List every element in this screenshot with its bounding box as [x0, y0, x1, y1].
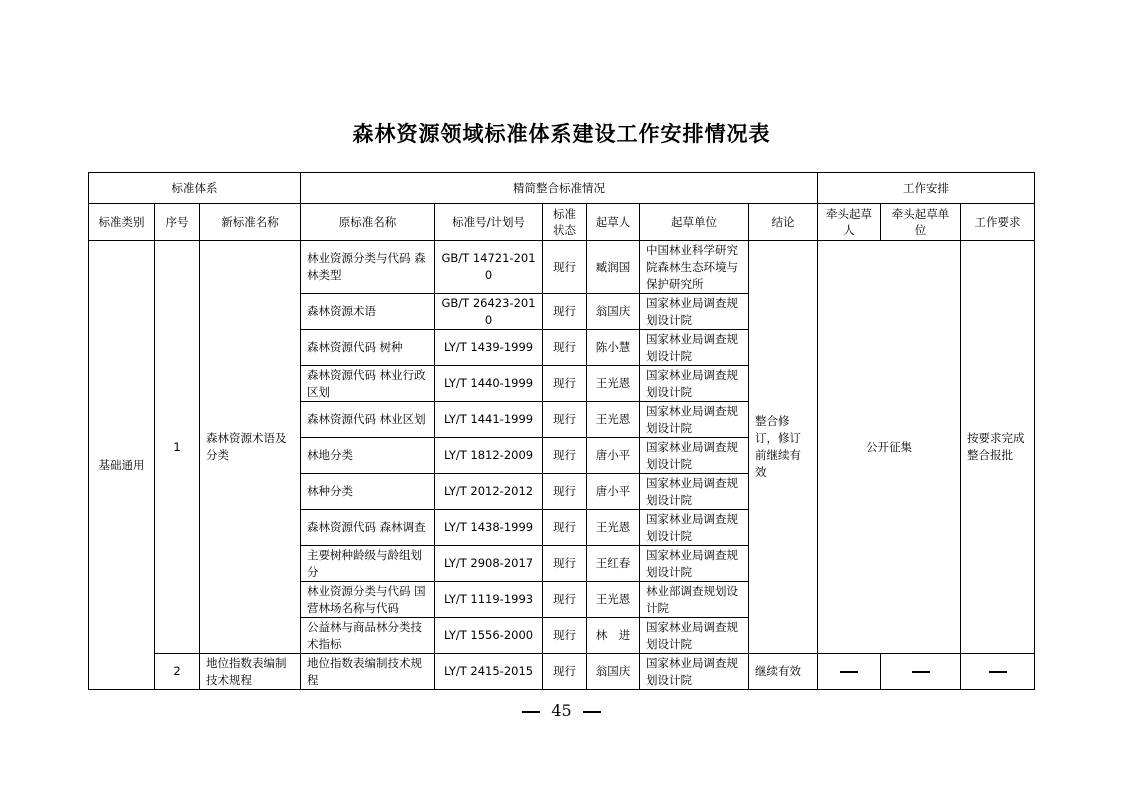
orig-name-cell: 林地分类 — [301, 438, 435, 474]
orig-name-cell: 主要树种龄级与龄组划分 — [301, 546, 435, 582]
status-cell: 现行 — [543, 330, 587, 366]
col-header-status: 标准状态 — [543, 204, 587, 241]
unit-cell: 国家林业局调查规划设计院 — [640, 294, 749, 330]
status-cell: 现行 — [543, 582, 587, 618]
em-dash-mark — [840, 671, 858, 673]
code-cell: LY/T 2908-2017 — [435, 546, 543, 582]
group-header-row — [89, 173, 1035, 204]
unit-cell: 国家林业局调查规划设计院 — [640, 402, 749, 438]
table-row — [89, 241, 1035, 294]
unit-cell: 国家林业局调查规划设计院 — [640, 438, 749, 474]
seq-cell: 2 — [155, 654, 200, 690]
code-cell: LY/T 1812-2009 — [435, 438, 543, 474]
group-header-consolidation: 精简整合标准情况 — [301, 173, 818, 204]
drafter-cell: 王光恩 — [587, 366, 640, 402]
seq-cell: 1 — [155, 241, 200, 654]
orig-name-cell: 林种分类 — [301, 474, 435, 510]
new-name-cell: 地位指数表编制技术规程 — [200, 654, 301, 690]
code-cell: LY/T 1119-1993 — [435, 582, 543, 618]
status-cell: 现行 — [543, 241, 587, 294]
requirement-cell: 按要求完成整合报批 — [961, 241, 1035, 654]
status-cell: 现行 — [543, 438, 587, 474]
standards-table — [88, 172, 1035, 690]
lead-drafter-cell — [818, 654, 881, 690]
code-cell: LY/T 2012-2012 — [435, 474, 543, 510]
drafter-cell: 陈小慧 — [587, 330, 640, 366]
lead-unit-cell — [881, 654, 961, 690]
orig-name-cell: 林业资源分类与代码 森林类型 — [301, 241, 435, 294]
status-cell: 现行 — [543, 618, 587, 654]
drafter-cell: 翁国庆 — [587, 294, 640, 330]
code-cell: LY/T 1440-1999 — [435, 366, 543, 402]
unit-cell: 国家林业局调查规划设计院 — [640, 546, 749, 582]
code-cell: GB/T 14721-2010 — [435, 241, 543, 294]
conclusion-cell: 整合修订，修订前继续有效 — [749, 241, 818, 654]
conclusion-cell: 继续有效 — [749, 654, 818, 690]
drafter-cell: 林 进 — [587, 618, 640, 654]
unit-cell: 林业部调查规划设计院 — [640, 582, 749, 618]
page-number — [0, 701, 1123, 720]
category-cell: 基础通用 — [89, 241, 155, 690]
col-header-new-name: 新标准名称 — [200, 204, 301, 241]
unit-cell: 国家林业局调查规划设计院 — [640, 654, 749, 690]
unit-cell: 中国林业科学研究院森林生态环境与保护研究所 — [640, 241, 749, 294]
drafter-cell: 王光恩 — [587, 402, 640, 438]
orig-name-cell: 地位指数表编制技术规程 — [301, 654, 435, 690]
drafter-cell: 王光恩 — [587, 582, 640, 618]
status-cell: 现行 — [543, 366, 587, 402]
orig-name-cell: 森林资源术语 — [301, 294, 435, 330]
col-header-category: 标准类别 — [89, 204, 155, 241]
drafter-cell: 王红春 — [587, 546, 640, 582]
page-title: 森林资源领域标准体系建设工作安排情况表 — [352, 121, 771, 146]
unit-cell: 国家林业局调查规划设计院 — [640, 330, 749, 366]
code-cell: LY/T 2415-2015 — [435, 654, 543, 690]
em-dash-mark — [522, 711, 540, 713]
unit-cell: 国家林业局调查规划设计院 — [640, 366, 749, 402]
status-cell: 现行 — [543, 294, 587, 330]
drafter-cell: 唐小平 — [587, 474, 640, 510]
col-header-unit: 起草单位 — [640, 204, 749, 241]
orig-name-cell: 林业资源分类与代码 国营林场名称与代码 — [301, 582, 435, 618]
arrangement-cell: 公开征集 — [818, 241, 961, 654]
col-header-conclusion: 结论 — [749, 204, 818, 241]
new-name-cell: 森林资源术语及分类 — [200, 241, 301, 654]
col-header-drafter: 起草人 — [587, 204, 640, 241]
em-dash-mark — [989, 671, 1007, 673]
unit-cell: 国家林业局调查规划设计院 — [640, 474, 749, 510]
em-dash-mark — [583, 711, 601, 713]
orig-name-cell: 森林资源代码 森林调查 — [301, 510, 435, 546]
drafter-cell: 臧润国 — [587, 241, 640, 294]
code-cell: LY/T 1556-2000 — [435, 618, 543, 654]
orig-name-cell: 森林资源代码 林业行政区划 — [301, 366, 435, 402]
col-header-seq: 序号 — [155, 204, 200, 241]
col-header-lead-drafter: 牵头起草人 — [818, 204, 881, 241]
status-cell: 现行 — [543, 654, 587, 690]
drafter-cell: 唐小平 — [587, 438, 640, 474]
status-cell: 现行 — [543, 546, 587, 582]
col-header-lead-unit: 牵头起草单位 — [881, 204, 961, 241]
orig-name-cell: 森林资源代码 树种 — [301, 330, 435, 366]
status-cell: 现行 — [543, 510, 587, 546]
unit-cell: 国家林业局调查规划设计院 — [640, 618, 749, 654]
group-header-work-arrangement: 工作安排 — [818, 173, 1035, 204]
orig-name-cell: 森林资源代码 林业区划 — [301, 402, 435, 438]
code-cell: LY/T 1441-1999 — [435, 402, 543, 438]
drafter-cell: 翁国庆 — [587, 654, 640, 690]
orig-name-cell: 公益林与商品林分类技术指标 — [301, 618, 435, 654]
code-cell: LY/T 1439-1999 — [435, 330, 543, 366]
page-number-text: 45 — [551, 701, 572, 720]
unit-cell: 国家林业局调查规划设计院 — [640, 510, 749, 546]
em-dash-mark — [912, 671, 930, 673]
code-cell: LY/T 1438-1999 — [435, 510, 543, 546]
col-header-code: 标准号/计划号 — [435, 204, 543, 241]
status-cell: 现行 — [543, 402, 587, 438]
drafter-cell: 王光恩 — [587, 510, 640, 546]
table-row — [89, 654, 1035, 690]
col-header-orig-name: 原标准名称 — [301, 204, 435, 241]
requirement-cell — [961, 654, 1035, 690]
group-header-standard-system: 标准体系 — [89, 173, 301, 204]
code-cell: GB/T 26423-2010 — [435, 294, 543, 330]
status-cell: 现行 — [543, 474, 587, 510]
column-header-row — [89, 204, 1035, 241]
col-header-requirement: 工作要求 — [961, 204, 1035, 241]
